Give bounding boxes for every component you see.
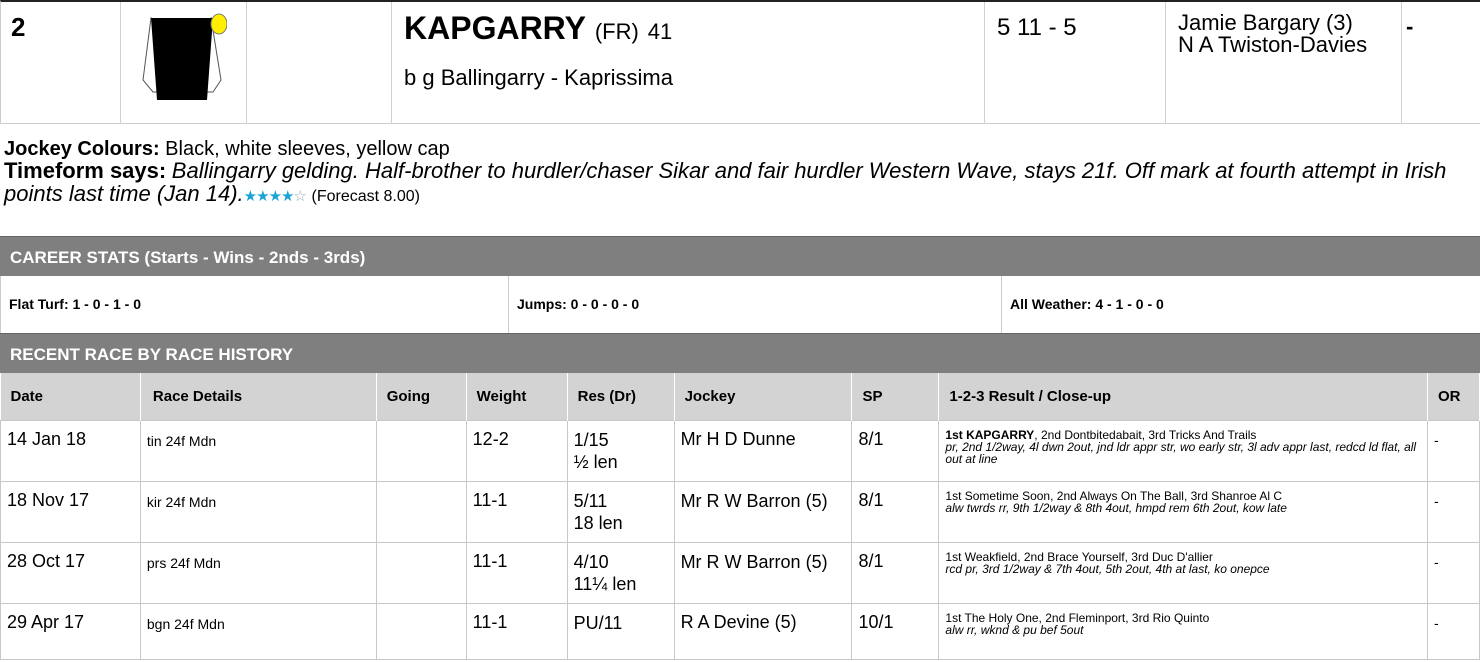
race-details[interactable]: prs 24f Mdn (140, 542, 376, 603)
horse-title (404, 10, 672, 47)
race-jockey: Mr R W Barron (5) (674, 481, 852, 542)
pedigree: b g Ballingarry - Kaprissima (404, 65, 673, 90)
race-date: 29 Apr 17 (1, 603, 141, 659)
official-rating: - (1406, 14, 1414, 39)
race-going (376, 481, 466, 542)
race-date: 18 Nov 17 (1, 481, 141, 542)
race-jockey: Mr R W Barron (5) (674, 542, 852, 603)
race-going (376, 420, 466, 481)
race-going (376, 542, 466, 603)
race-details[interactable]: kir 24f Mdn (140, 481, 376, 542)
horse-cell (392, 2, 985, 124)
or-cell (1402, 2, 1480, 124)
runner-row (0, 0, 1480, 124)
stat-jumps: Jumps: 0 - 0 - 0 - 0 (509, 276, 1002, 333)
col-header: Race Details (140, 373, 376, 420)
col-header: SP (852, 373, 939, 420)
jockey-silk-icon (137, 10, 227, 100)
table-row (1, 420, 1480, 481)
forecast: (Forecast 8.00) (311, 188, 420, 205)
race-or: - (1427, 481, 1479, 542)
race-jockey: Mr H D Dunne (674, 420, 852, 481)
horse-rating: 41 (647, 19, 673, 44)
race-result-summary: 1st KAPGARRY, 2nd Dontbitedabait, 3rd Tricks And Trails pr, 2nd 1/2way, 4l dwn 2out, jnd ldr appr str, wo early str, 3l adv appr last, redcd ld flat, all out at line (939, 420, 1428, 481)
timeform-label: Timeform says: (4, 158, 167, 183)
race-weight: 12-2 (466, 420, 567, 481)
stat-flat-turf: Flat Turf: 1 - 0 - 1 - 0 (1, 276, 509, 333)
race-date: 28 Oct 17 (1, 542, 141, 603)
race-sp: 8/1 (852, 542, 939, 603)
col-header: Weight (466, 373, 567, 420)
race-weight: 11-1 (466, 481, 567, 542)
race-result-summary: 1st Weakfield, 2nd Brace Yourself, 3rd Duc D'allier rcd pr, 3rd 1/2way & 7th 4out, 5th 2out, 4th at last, ko onepce (939, 542, 1428, 603)
race-sp: 8/1 (852, 420, 939, 481)
colours-label: Jockey Colours: (4, 138, 160, 160)
silk-cell (121, 2, 247, 124)
age-weight: 5 11 - 5 (997, 14, 1077, 41)
career-stats-header: CAREER STATS (Starts - Wins - 2nds - 3rds) (0, 236, 1480, 276)
race-history-header: RECENT RACE BY RACE HISTORY (0, 333, 1480, 373)
race-date: 14 Jan 18 (1, 420, 141, 481)
blank-cell (247, 2, 392, 124)
race-result-summary: 1st The Holy One, 2nd Fleminport, 3rd Rio Quinto alw rr, wknd & pu bef 5out (939, 603, 1428, 659)
race-weight: 11-1 (466, 603, 567, 659)
runner-info (4, 138, 1474, 208)
race-details[interactable]: bgn 24f Mdn (140, 603, 376, 659)
table-row (1, 603, 1480, 659)
race-result: PU/11 (567, 603, 674, 659)
col-header: Going (376, 373, 466, 420)
race-result: 5/11 18 len (567, 481, 674, 542)
runner-number-cell (1, 2, 121, 124)
col-header: Res (Dr) (567, 373, 674, 420)
race-or: - (1427, 603, 1479, 659)
star-rating-icon: ★★★★☆ (243, 188, 306, 205)
col-header: 1-2-3 Result / Close-up (939, 373, 1428, 420)
jockey-colours (4, 138, 1474, 160)
timeform-says (4, 160, 1474, 208)
age-weight-cell (985, 2, 1166, 124)
trainer-name[interactable]: N A Twiston-Davies (1178, 32, 1368, 57)
table-row (1, 542, 1480, 603)
race-result: 4/10 11¼ len (567, 542, 674, 603)
race-history-table (0, 373, 1480, 660)
race-going (376, 603, 466, 659)
col-header: OR (1427, 373, 1479, 420)
horse-country: (FR) (594, 19, 639, 44)
timeform-text: Ballingarry gelding. Half-brother to hurdler/chaser Sikar and fair hurdler Western Wave, stays 21f. Off mark at fourth attempt in Irish points last time (Jan 14). (4, 158, 1447, 206)
runner-number: 2 (11, 12, 26, 42)
race-jockey: R A Devine (5) (674, 603, 852, 659)
race-result-summary: 1st Sometime Soon, 2nd Always On The Ball, 3rd Shanroe Al C alw twrds rr, 9th 1/2way & 8th 4out, hmpd rem 6th 2out, kow late (939, 481, 1428, 542)
race-sp: 8/1 (852, 481, 939, 542)
col-header: Date (1, 373, 141, 420)
race-sp: 10/1 (852, 603, 939, 659)
race-or: - (1427, 542, 1479, 603)
col-header: Jockey (674, 373, 852, 420)
horse-name[interactable]: KAPGARRY (404, 10, 586, 46)
colours-text: Black, white sleeves, yellow cap (165, 138, 450, 160)
jockey-name[interactable]: Jamie Bargary (3) (1178, 10, 1353, 35)
stat-all-weather: All Weather: 4 - 1 - 0 - 0 (1010, 296, 1164, 312)
jockey-trainer-cell (1166, 2, 1402, 124)
career-stats (0, 276, 1480, 333)
race-details[interactable]: tin 24f Mdn (140, 420, 376, 481)
race-result: 1/15 ½ len (567, 420, 674, 481)
table-row (1, 481, 1480, 542)
race-weight: 11-1 (466, 542, 567, 603)
table-header-row (1, 373, 1480, 420)
race-or: - (1427, 420, 1479, 481)
